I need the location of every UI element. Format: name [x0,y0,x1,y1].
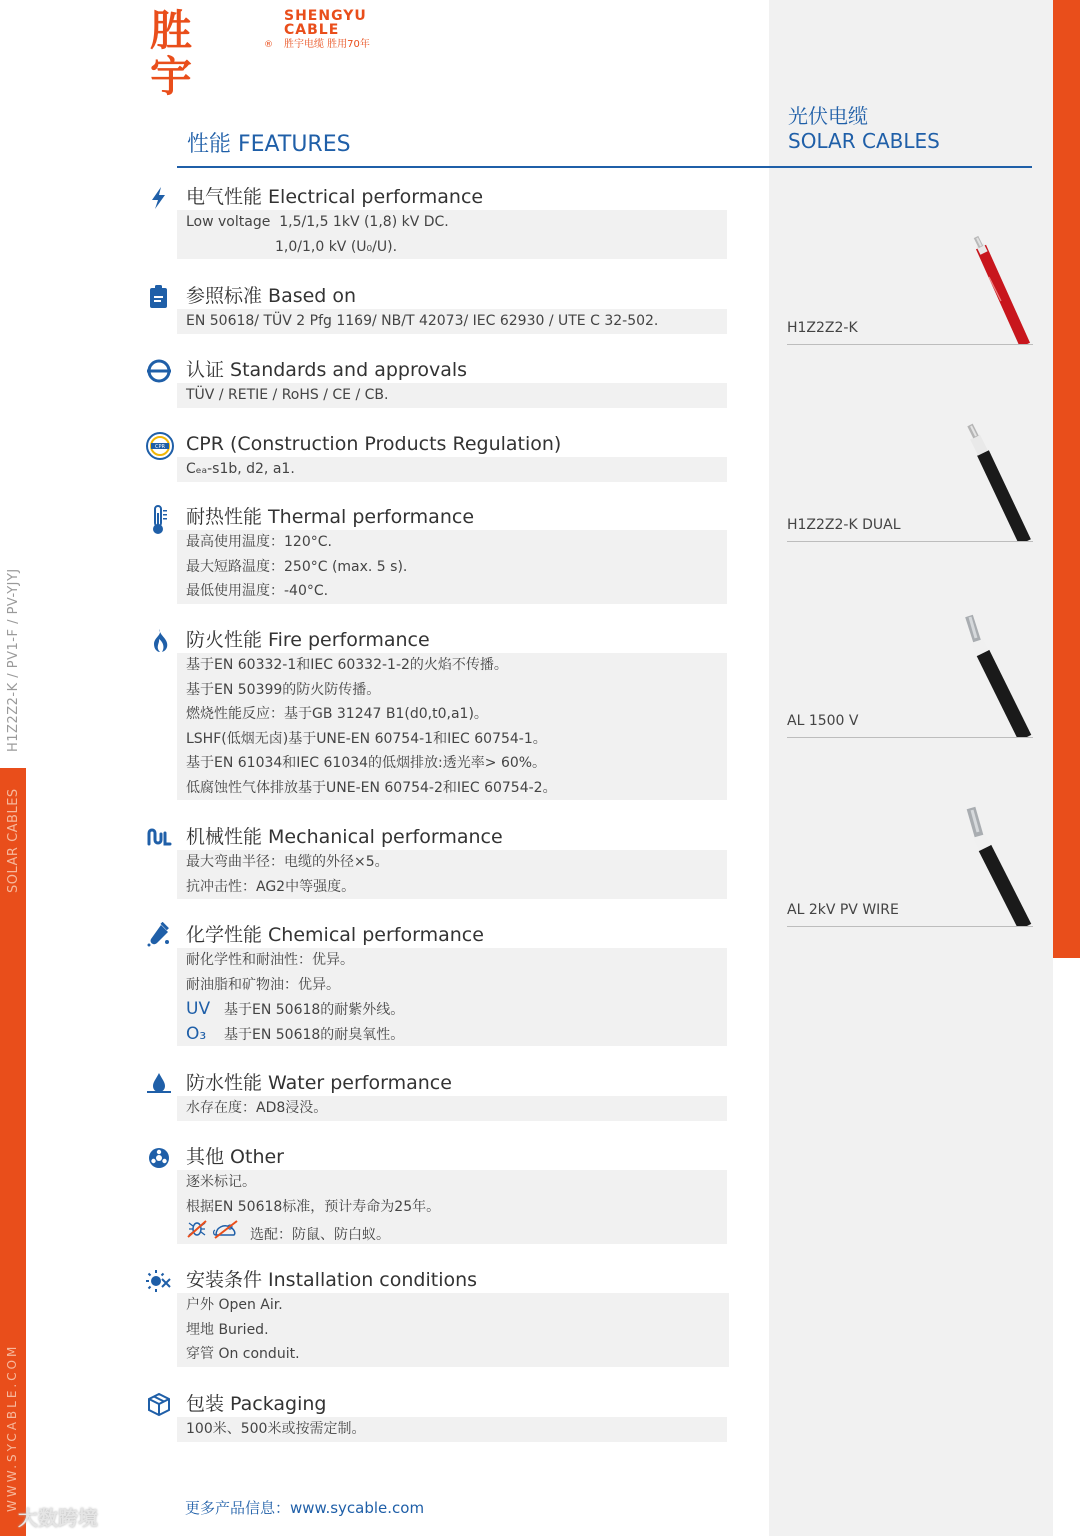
spec-line: 根据EN 50618标准，预计寿命为25年。 [186,1198,441,1215]
spec-line: 基于EN 61034和IEC 61034的低烟排放:透光率> 60%。 [186,755,547,771]
section-title: 机械性能 Mechanical performance [186,826,503,848]
section-title: 认证 Standards and approvals [186,359,468,381]
section-title: 其他 Other [186,1146,284,1168]
section-body [177,653,727,800]
svg-text:CPR: CPR [155,444,165,450]
flame-icon [145,627,172,654]
spec-line: 埋地 Buried. [186,1321,269,1338]
heading-divider [177,166,1032,168]
right-accent-stripe [1053,0,1080,958]
watermark: 大数跨境 [18,1506,98,1530]
product-card [787,800,1033,927]
section-body [177,457,727,482]
sun-install-icon [145,1267,172,1294]
section-body [177,530,727,604]
black-dual-solar-cable-image [943,415,1033,542]
no-rodent-icon [212,1219,240,1239]
section-body [177,383,727,408]
spec-line: 最大短路温度：250°C (max. 5 s). [186,558,408,575]
section-title: CPR (Construction Products Regulation) [186,433,562,455]
section-body [177,850,727,899]
spec-line: TÜV / RETIE / RoHS / CE / CB. [186,387,389,403]
section-body [177,1293,729,1367]
spec-line: 最大弯曲半径：电缆的外径×5。 [186,854,389,870]
solar-cables-title-cn: 光伏电缆 [788,104,868,128]
spec-line: Low voltage 1,5/1,5 1kV (1,8) kV DC. [186,214,449,230]
section-title: 安装条件 Installation conditions [186,1269,478,1291]
box-icon [145,1391,172,1418]
section-body [177,1170,727,1244]
logo-slogan: 胜宇电缆 胜用70年 [284,39,370,50]
product-divider [787,541,1033,542]
section-title: 耐热性能 Thermal performance [186,506,475,528]
black-pv-wire-image [943,800,1033,927]
vertical-website: WWW.SYCABLE.COM [5,1343,19,1512]
spec-line: 低腐蚀性气体排放基于UNE-EN 60754-2和IEC 60754-2。 [186,779,557,796]
option-text: 选配：防鼠、防白蚁。 [250,1227,390,1243]
approval-globe-icon [145,357,172,384]
spec-line: 100米、500米或按需定制。 [186,1421,366,1437]
vertical-model-list: H1Z2Z2-K / PV1-F / PV-YJYJ [6,568,21,752]
vertical-category: SOLAR CABLES [6,788,21,893]
ozone-line [177,1022,727,1047]
spec-line: 抗冲击性：AG2中等强度。 [186,878,356,895]
clipboard-icon [145,283,172,310]
section-title: 防水性能 Water performance [186,1072,452,1094]
flask-icon [145,922,172,949]
thermometer-icon [145,504,172,531]
section-title: 防火性能 Fire performance [186,629,430,651]
product-name: H1Z2Z2-K DUAL [787,517,901,533]
spec-line: 最低使用温度：-40°C. [186,583,329,599]
footer-more-info [185,1497,424,1518]
section-body [177,1417,727,1442]
logo-english-line2: CABLE [284,22,340,38]
product-divider [787,926,1033,927]
cpr-badge-icon [145,431,172,458]
product-name: AL 1500 V [787,713,859,729]
product-name: H1Z2Z2-K [787,320,858,336]
spec-line: 水存在度：AD8浸没。 [186,1100,328,1116]
footer-website-link[interactable]: www.sycable.com [290,1499,425,1517]
section-body [177,210,727,259]
spec-line: 耐油脂和矿物油：优异。 [186,976,340,993]
section-body [177,309,727,334]
spec-line: 逐米标记。 [186,1174,256,1190]
spec-line: 耐化学性和耐油性：优异。 [186,952,354,968]
option-line [177,1219,727,1244]
product-divider [787,344,1033,345]
ozone-text: 基于EN 50618的耐臭氧性。 [224,1026,405,1043]
spec-line: 最高使用温度：120°C. [186,534,332,550]
footer-label: 更多产品信息： [185,1499,291,1517]
product-name: AL 2kV PV WIRE [787,902,899,918]
logo-chinese: 胜宇 [150,6,191,101]
spec-line: LSHF(低烟无卤)基于UNE-EN 60754-1和IEC 60754-1。 [186,730,547,747]
ozone-label: O₃ [186,1023,207,1044]
spec-line: 穿管 On conduit. [186,1346,300,1362]
spec-line: 1,0/1,0 kV (U₀/U). [186,238,398,255]
spec-line: EN 50618/ TÜV 2 Pfg 1169/ NB/T 42073/ IEC 62930 / UTE C 32-502. [186,313,659,329]
features-heading: 性能 FEATURES [187,132,351,157]
section-title: 化学性能 Chemical performance [186,924,484,946]
spec-line: Cₑₐ-s1b, d2, a1. [186,461,295,477]
water-drop-icon [145,1070,172,1097]
section-title: 电气性能 Electrical performance [186,186,484,208]
red-solar-cable-image [943,225,1033,345]
solar-cables-title-en: SOLAR CABLES [788,129,940,153]
black-aluminium-cable-image [943,608,1033,738]
spec-line: 燃烧性能反应：基于GB 31247 B1(d0,t0,a1)。 [186,706,488,722]
uv-label: UV [186,999,211,1019]
option-icons [186,1219,250,1244]
spec-line: 基于EN 60332-1和IEC 60332-1-2的火焰不传播。 [186,657,508,673]
reel-icon [145,1144,172,1171]
lightning-icon [145,184,172,211]
no-termite-icon [186,1219,208,1239]
spec-line: 基于EN 50399的防火防传播。 [186,681,381,698]
product-card [787,415,1033,542]
bend-wave-icon [145,824,172,851]
product-card [787,225,1033,345]
uv-text: 基于EN 50618的耐紫外线。 [224,1002,405,1018]
section-body [177,948,727,1046]
product-divider [787,737,1033,738]
section-title: 包装 Packaging [186,1393,327,1415]
product-card [787,608,1033,738]
logo-registered-mark: ® [264,40,273,50]
uv-line [177,997,727,1022]
section-title: 参照标准 Based on [186,285,357,307]
spec-line: 户外 Open Air. [186,1297,283,1313]
logo-english-line1: SHENGYU [284,8,367,24]
section-body [177,1096,727,1121]
solar-cables-heading [788,104,940,154]
